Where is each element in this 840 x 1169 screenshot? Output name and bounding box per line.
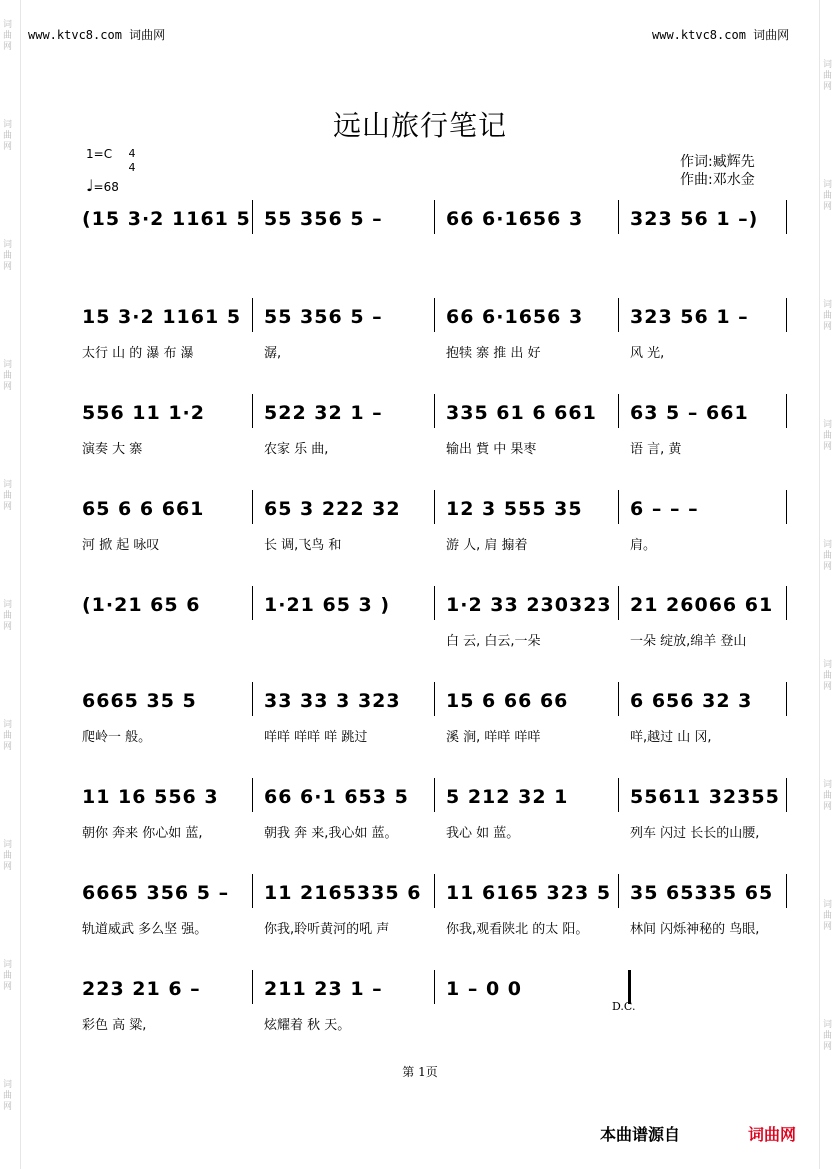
tempo-marking [86,176,119,195]
note-line [78,490,788,526]
watermark: 词曲网 [3,240,13,272]
lyricist-credit: 作词:臧辉先 [680,154,755,170]
lyric-segment: 农家 乐 曲, [264,442,329,457]
bar-line [618,394,619,428]
bar-line [618,298,619,332]
measure-notes: 323 56 1 – [630,306,749,328]
lyric-segment: 长 调,飞鸟 和 [264,538,342,553]
watermark: 词曲网 [823,540,833,572]
bar-line [252,490,253,524]
bar-line [618,682,619,716]
measure-notes: 12 3 555 35 [446,498,583,520]
measure-notes: 6 – – – [630,498,699,520]
measure-notes: 21 26066 61 [630,594,774,616]
watermark: 词曲网 [823,900,833,932]
measure-notes: 211 23 1 – [264,978,383,1000]
measure-notes: 335 61 6 661 [446,402,597,424]
bar-line [786,874,787,908]
site-url-right[interactable]: www.ktvc8.com 词曲网 [652,28,790,42]
score-system [78,874,788,937]
measure-notes: 33 33 3 323 [264,690,401,712]
score-system [78,490,788,553]
key-signature-block [86,147,136,195]
bar-line [252,778,253,812]
measure-notes: 6665 35 5 [82,690,197,712]
lyric-segment: 林间 闪烁神秘的 鸟眼, [630,922,760,937]
lyric-segment: 列车 闪过 长长的山腰, [630,826,760,841]
bar-line [434,778,435,812]
measure-notes: 323 56 1 –) [630,208,759,230]
da-capo-mark: D.C. [612,1000,636,1013]
note-line [78,394,788,430]
bar-line [252,200,253,234]
measure-notes: (15 3·2 1161 5 [82,208,251,230]
lyric-segment: 轨道威武 多么坚 强。 [82,922,208,937]
key-signature: 1=C [86,147,113,161]
score-system [78,778,788,841]
score-system [78,970,788,1033]
lyric-segment: 爬岭一 般。 [82,730,152,745]
bar-line [434,200,435,234]
watermark: 词曲网 [3,600,13,632]
lyric-segment: 朝我 奔 来,我心如 蓝。 [264,826,398,841]
bar-line [434,586,435,620]
bar-line [618,874,619,908]
bar-line [252,970,253,1004]
score-system [78,682,788,745]
lyric-segment: 河 掀 起 咏叹 [82,538,160,553]
lyric-line [78,342,788,362]
page-number: 第 1页 [402,1065,438,1079]
lyric-segment: 你我,聆听黄河的吼 声 [264,922,390,937]
bar-line [786,778,787,812]
lyric-line [78,822,788,842]
lyric-segment: 肩。 [630,538,657,553]
lyric-segment: 咩咩 咩咩 咩 跳过 [264,730,368,745]
bar-line [618,490,619,524]
watermark: 词曲网 [823,660,833,692]
lyric-segment: 彩色 高 粱, [82,1018,147,1033]
bar-line [786,200,787,234]
bar-line [252,586,253,620]
lyric-segment: 语 言, 黄 [630,442,682,457]
note-line [78,586,788,622]
site-url-left[interactable]: www.ktvc8.com 词曲网 [28,28,166,42]
measure-notes: 35 65335 65 [630,882,774,904]
note-line [78,970,788,1006]
composer-credit: 作曲:邓水金 [680,172,755,188]
measure-notes: 11 2165335 6 [264,882,422,904]
left-watermark-strip [0,0,21,1169]
source-label: 本曲谱源自 [600,1125,681,1144]
watermark: 词曲网 [3,20,13,52]
score-system [78,394,788,457]
measure-notes: (1·21 65 6 [82,594,201,616]
watermark: 词曲网 [3,480,13,512]
measure-notes: 6 656 32 3 [630,690,753,712]
lyric-segment: 白 云, 白云,一朵 [446,634,541,649]
bar-line [786,586,787,620]
measure-notes: 1 – 0 0 [446,978,523,1000]
watermark: 词曲网 [823,300,833,332]
measure-notes: 66 6·1656 3 [446,306,584,328]
bar-line [434,682,435,716]
watermark: 词曲网 [3,960,13,992]
bar-line [434,490,435,524]
bar-line [618,778,619,812]
watermark: 词曲网 [3,120,13,152]
bar-line [618,586,619,620]
lyric-segment: 朝你 奔来 你心如 蓝, [82,826,203,841]
score-system [78,586,788,649]
bar-line [628,970,631,1004]
measure-notes: 66 6·1 653 5 [264,786,409,808]
lyric-line [78,438,788,458]
bar-line [434,874,435,908]
bar-line [434,298,435,332]
bar-line [786,682,787,716]
bar-line [786,490,787,524]
measure-notes: 55 356 5 – [264,208,383,230]
measure-notes: 1·2 33 230323 [446,594,612,616]
bar-line [252,874,253,908]
lyric-segment: 潺, [264,346,282,361]
lyric-segment: 溪 涧, 咩咩 咩咩 [446,730,541,745]
note-line [78,298,788,334]
measure-notes: 223 21 6 – [82,978,201,1000]
brand-link[interactable]: 词曲网 [748,1125,797,1144]
time-signature [126,147,138,175]
song-title: 远山旅行笔记 [332,109,507,142]
measure-notes: 65 3 222 32 [264,498,401,520]
note-line [78,778,788,814]
watermark: 词曲网 [3,360,13,392]
watermark: 词曲网 [823,420,833,452]
bar-line [786,394,787,428]
bar-line [618,200,619,234]
measure-notes: 6665 356 5 – [82,882,230,904]
lyric-segment: 炫耀着 秋 天。 [264,1018,351,1033]
time-signature-bottom: 4 [128,161,136,174]
measure-notes: 522 32 1 – [264,402,383,424]
lyric-line [78,534,788,554]
watermark: 词曲网 [823,780,833,812]
lyric-segment: 输出 貲 中 果枣 [446,442,537,457]
measure-notes: 11 6165 323 5 [446,882,612,904]
lyric-segment: 抱犊 寨 推 出 好 [446,346,541,361]
note-line [78,682,788,718]
measure-notes: 63 5 – 661 [630,402,749,424]
right-watermark-strip [819,0,840,1169]
note-line [78,200,788,236]
bar-line [786,298,787,332]
measure-notes: 556 11 1·2 [82,402,205,424]
watermark: 词曲网 [823,1020,833,1052]
lyric-segment: 演奏 大 寨 [82,442,143,457]
measure-notes: 11 16 556 3 [82,786,219,808]
lyric-segment: 太行 山 的 瀑 布 瀑 [82,346,194,361]
bar-line [252,298,253,332]
watermark: 词曲网 [3,1080,13,1112]
bar-line [252,394,253,428]
watermark: 词曲网 [3,840,13,872]
lyric-segment: 风 光, [630,346,665,361]
bar-line [252,682,253,716]
bar-line [434,970,435,1004]
measure-notes: 15 6 66 66 [446,690,569,712]
lyric-segment: 我心 如 蓝。 [446,826,520,841]
watermark: 词曲网 [823,180,833,212]
measure-notes: 66 6·1656 3 [446,208,584,230]
measure-notes: 1·21 65 3 ) [264,594,391,616]
bar-line [434,394,435,428]
lyric-segment: 一朵 绽放,绵羊 登山 [630,634,747,649]
lyric-line [78,630,788,650]
measure-notes: 55611 32355 [630,786,780,808]
lyric-segment: 咩,越过 山 冈, [630,730,712,745]
time-signature-top: 4 [128,147,136,160]
credits [680,153,755,189]
note-line [78,874,788,910]
lyric-line [78,1014,788,1034]
quarter-note-icon: ♩ [86,176,94,195]
lyric-line [78,918,788,938]
score-system [78,200,788,242]
tempo-value: =68 [93,180,119,194]
measure-notes: 55 356 5 – [264,306,383,328]
watermark: 词曲网 [3,720,13,752]
lyric-segment: 游 人, 肩 搧着 [446,538,528,553]
watermark: 词曲网 [823,60,833,92]
measure-notes: 65 6 6 661 [82,498,205,520]
measure-notes: 15 3·2 1161 5 [82,306,242,328]
lyric-line [78,726,788,746]
measure-notes: 5 212 32 1 [446,786,569,808]
lyric-segment: 你我,观看陕北 的太 阳。 [446,922,589,937]
score-system [78,298,788,361]
